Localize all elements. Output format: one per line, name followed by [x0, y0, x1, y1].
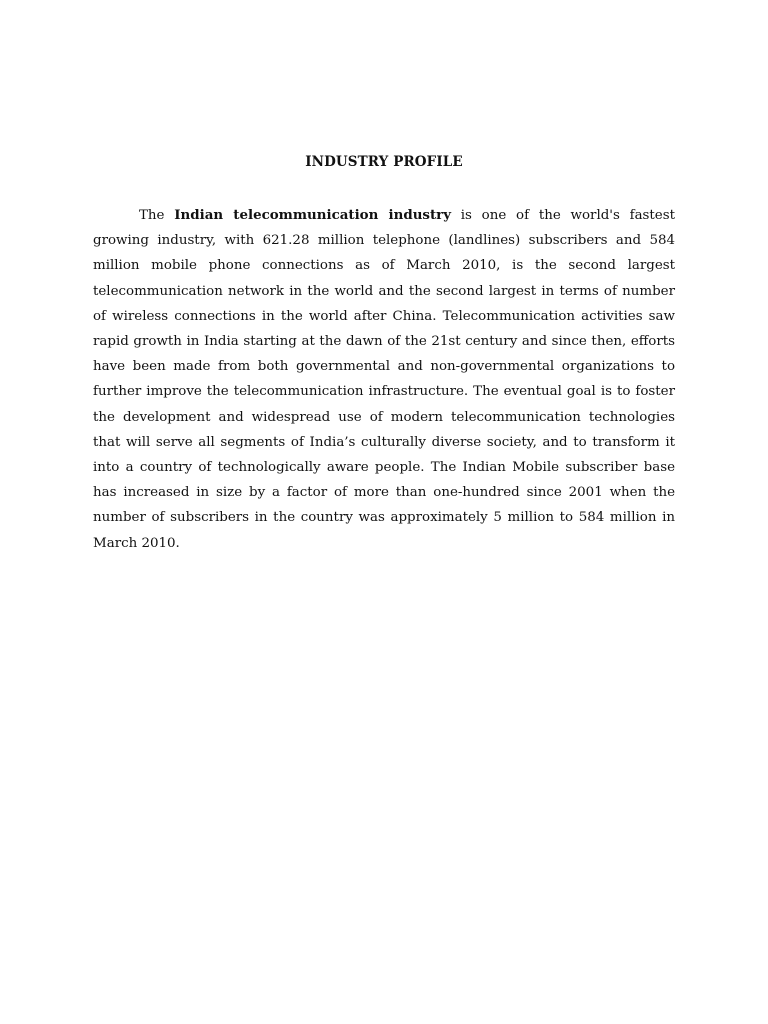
bold-term: Indian telecommunication industry — [174, 207, 451, 223]
paragraph-body: is one of the world's fastest growing industry, with 621.28 million telephone (landlines) subscribers and 584 million mobile phone connections as of March 2010, is the second largest telecommunication network in the world and the second largest in terms of number of wireless connections in the world after China. Telecommunication activities saw rapid growth in India starting at the dawn of the 21st century and since then, efforts have been made from both governmental and non-governmental organizations to further improve the telecommunication infrastructure. The eventual goal is to foster the development and widespread use of modern telecommunication technologies that will serve all segments of India’s culturally diverse society, and to transform it into a country of technologically aware people. The Indian Mobile subscriber base has increased in size by a factor of more than one-hundred since 2001 when the number of subscribers in the country was approximately 5 million to 584 million in March 2010. — [93, 208, 675, 551]
page-title: INDUSTRY PROFILE — [305, 154, 463, 170]
body-paragraph — [93, 203, 675, 556]
paragraph-lead: The — [139, 208, 175, 223]
